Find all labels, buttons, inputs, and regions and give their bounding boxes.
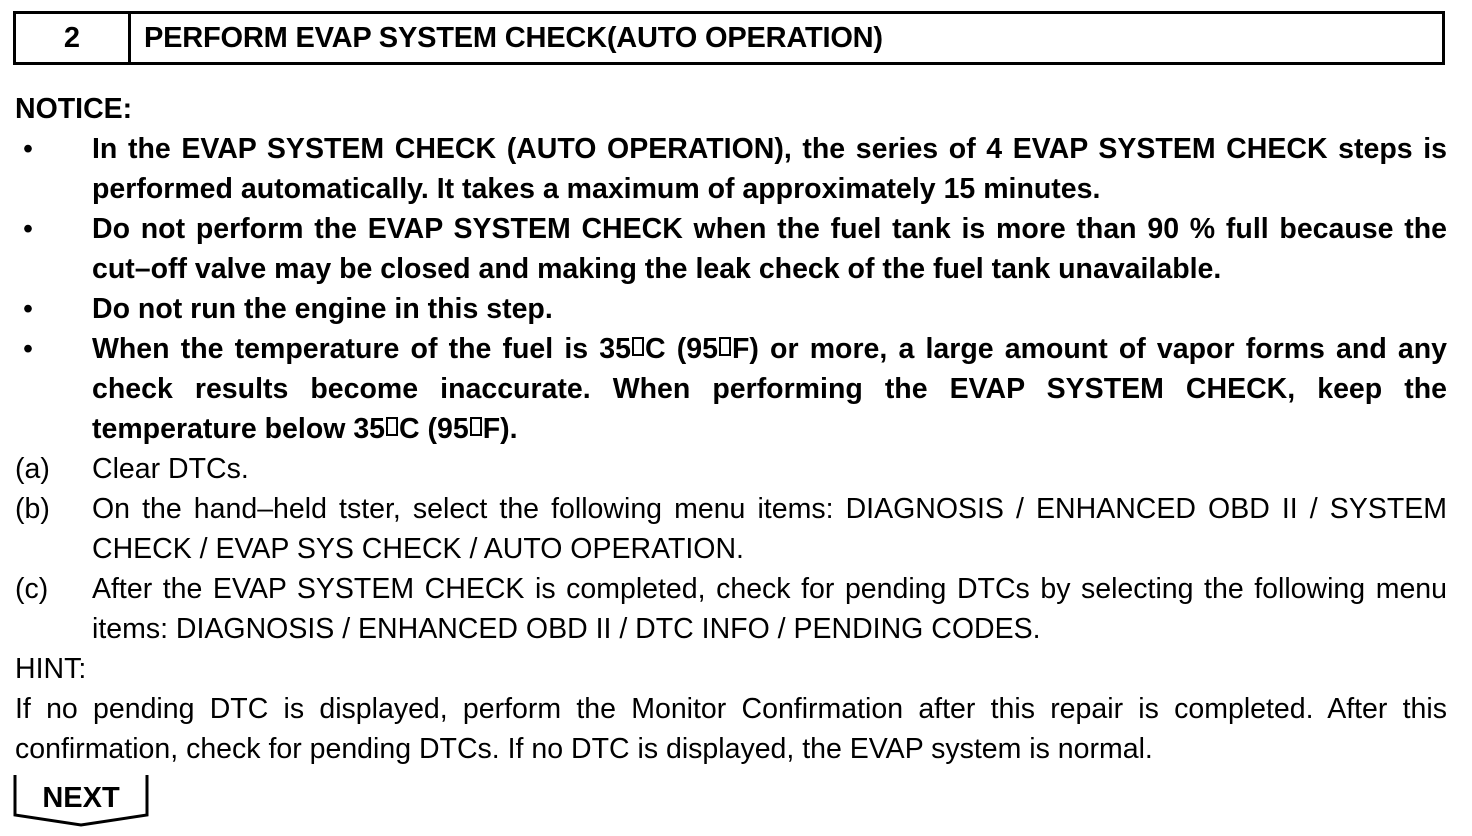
degree-icon <box>386 417 398 436</box>
next-button-label: NEXT <box>42 782 120 814</box>
bullet-icon: • <box>23 293 33 325</box>
temperature-text: C (95 <box>645 333 718 365</box>
notice-bullet-text: Do not perform the EVAP SYSTEM CHECK when the fuel tank is more than 90 % full because the cut–off valve may be closed and making the leak check of the fuel tank unavailable. <box>92 213 1447 285</box>
procedure-steps <box>15 449 1447 649</box>
notice-bullet <box>15 209 1447 289</box>
hint-heading: HINT: <box>15 653 87 685</box>
step-label: (b) <box>15 493 50 525</box>
step-title: PERFORM EVAP SYSTEM CHECK(AUTO OPERATION) <box>144 21 883 54</box>
notice-bullet <box>15 289 1447 329</box>
step-text: On the hand–held tster, select the following menu items: DIAGNOSIS / ENHANCED OBD II / SYSTEM CHECK / EVAP SYS CHECK / AUTO OPERATION. <box>92 493 1447 565</box>
notice-heading: NOTICE: <box>15 93 133 125</box>
procedure-step <box>15 449 1447 489</box>
notice-bullet-list <box>15 129 1447 449</box>
degree-icon <box>470 417 482 436</box>
step-label: (c) <box>15 573 49 605</box>
step-text: Clear DTCs. <box>92 453 249 485</box>
step-text: After the EVAP SYSTEM CHECK is completed, check for pending DTCs by selecting the following menu items: DIAGNOSIS / ENHANCED OBD II / DTC INFO / PENDING CODES. <box>92 573 1447 645</box>
next-button[interactable] <box>13 773 149 827</box>
notice-bullet-text <box>92 329 1447 449</box>
step-label: (a) <box>15 453 50 485</box>
step-number: 2 <box>16 14 131 62</box>
notice-bullet <box>15 329 1447 449</box>
notice-bullet <box>15 129 1447 209</box>
degree-icon <box>632 337 644 356</box>
temperature-text: F) or more, a large amount of vapor forms and any check results become inaccurate. When performing the EVAP SYSTEM CHECK, keep the temperature below 35 <box>92 333 1447 445</box>
bullet-icon: • <box>23 333 33 365</box>
temperature-text: C (95 <box>399 413 469 445</box>
bullet-icon: • <box>23 213 33 245</box>
procedure-step <box>15 489 1447 569</box>
bullet-icon: • <box>23 133 33 165</box>
hint-text: If no pending DTC is displayed, perform the Monitor Confirmation after this repair is completed. After this confirmation, check for pending DTCs. If no DTC is displayed, the EVAP system is normal. <box>15 693 1447 765</box>
procedure-step <box>15 569 1447 649</box>
procedure-content <box>15 89 1447 769</box>
step-header <box>13 11 1445 65</box>
notice-bullet-text: In the EVAP SYSTEM CHECK (AUTO OPERATION), the series of 4 EVAP SYSTEM CHECK steps is performed automatically. It takes a maximum of approximately 15 minutes. <box>92 133 1447 205</box>
temperature-text: When the temperature of the fuel is 35 <box>92 333 632 365</box>
degree-icon <box>719 337 731 356</box>
temperature-text: F). <box>482 413 518 445</box>
notice-bullet-text: Do not run the engine in this step. <box>92 293 553 325</box>
